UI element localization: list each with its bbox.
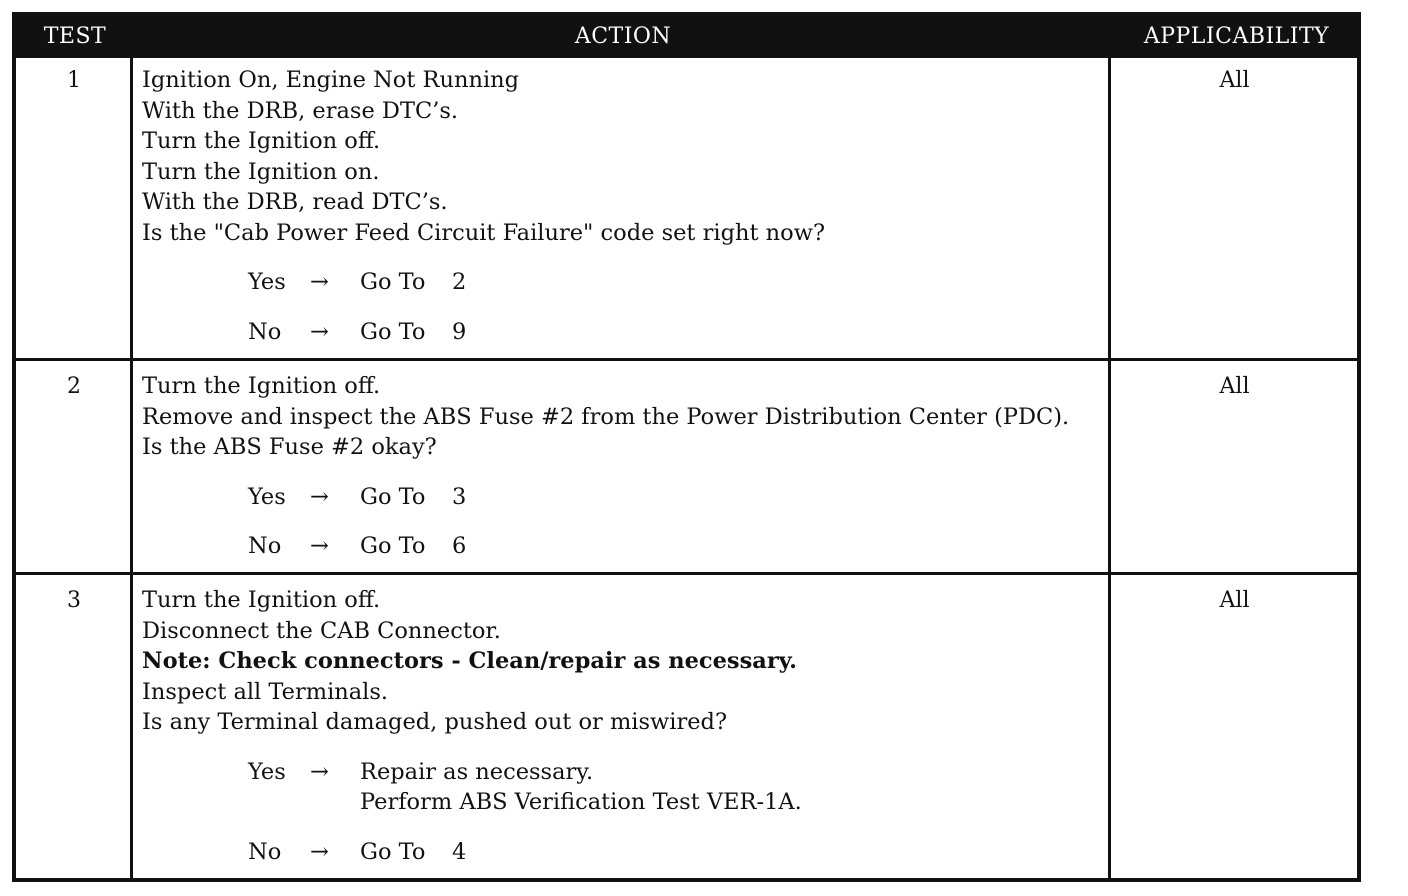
no-branch xyxy=(248,531,1102,562)
action-line: Turn the Ignition on. xyxy=(142,158,380,185)
action-line: With the DRB, read DTC’s. xyxy=(142,189,448,215)
applicability-value: All xyxy=(1219,68,1250,93)
yes-branch xyxy=(248,267,1102,298)
branch-result: Go To xyxy=(360,533,426,559)
branch-target: 3 xyxy=(452,483,467,510)
note-line: Note: Check connectors - Clean/repair as necessary. xyxy=(142,648,797,674)
header-test: TEST xyxy=(43,24,107,49)
test-number: 3 xyxy=(67,588,81,613)
column-divider xyxy=(130,58,133,878)
column-divider xyxy=(1108,58,1111,878)
branch-target: 2 xyxy=(452,269,467,295)
branch-target: 6 xyxy=(452,533,467,559)
no-branch xyxy=(248,317,1102,348)
right-arrow-icon: → xyxy=(310,318,329,345)
header-action: ACTION xyxy=(574,24,672,49)
no-branch xyxy=(248,837,1102,868)
test-number: 2 xyxy=(67,374,81,399)
branch-result: Go To xyxy=(360,318,426,345)
action-line: Turn the Ignition off. xyxy=(142,587,381,613)
branch-result: Go To xyxy=(360,483,426,510)
branch-result: Perform ABS Verification Test VER-1A. xyxy=(360,789,802,815)
row-divider xyxy=(16,572,1357,575)
action-line: Is any Terminal damaged, pushed out or miswired? xyxy=(142,709,728,735)
action-line: With the DRB, erase DTC’s. xyxy=(142,97,459,124)
action-line: Disconnect the CAB Connector. xyxy=(142,617,501,644)
yes-branch xyxy=(248,757,1102,788)
right-arrow-icon: → xyxy=(310,758,329,785)
test-number: 1 xyxy=(67,68,81,93)
action-cell xyxy=(142,65,1102,347)
yes-branch xyxy=(248,482,1102,513)
right-arrow-icon: → xyxy=(310,483,329,510)
action-line: Ignition On, Engine Not Running xyxy=(142,67,520,93)
action-line: Is the "Cab Power Feed Circuit Failure" code set right now? xyxy=(142,219,826,246)
action-cell xyxy=(142,585,1102,867)
branch-answer: No xyxy=(248,318,282,345)
row-divider xyxy=(16,358,1357,361)
branch-target: 4 xyxy=(452,838,467,865)
yes-branch-continuation xyxy=(248,787,1102,818)
branch-answer: Yes xyxy=(248,483,286,510)
branch-answer: Yes xyxy=(248,758,286,785)
action-line: Turn the Ignition off. xyxy=(142,373,381,399)
branch-answer: Yes xyxy=(248,269,286,295)
right-arrow-icon: → xyxy=(310,838,329,865)
branch-result: Go To xyxy=(360,838,426,865)
branch-answer: No xyxy=(248,838,282,865)
action-cell xyxy=(142,371,1102,562)
branch-result: Repair as necessary. xyxy=(360,758,594,785)
right-arrow-icon: → xyxy=(310,269,329,295)
applicability-value: All xyxy=(1219,588,1250,613)
action-line: Is the ABS Fuse #2 okay? xyxy=(142,434,437,460)
right-arrow-icon: → xyxy=(310,533,329,559)
action-line: Inspect all Terminals. xyxy=(142,678,389,705)
diagnostic-test-table xyxy=(12,12,1361,882)
action-line: Remove and inspect the ABS Fuse #2 from the Power Distribution Center (PDC). xyxy=(142,403,1070,430)
header-applicability: APPLICABILITY xyxy=(1143,24,1330,49)
branch-answer: No xyxy=(248,533,282,559)
applicability-value: All xyxy=(1219,374,1250,399)
action-line: Turn the Ignition off. xyxy=(142,128,381,154)
branch-target: 9 xyxy=(452,318,467,345)
table-header xyxy=(16,16,1357,58)
branch-result: Go To xyxy=(360,269,426,295)
